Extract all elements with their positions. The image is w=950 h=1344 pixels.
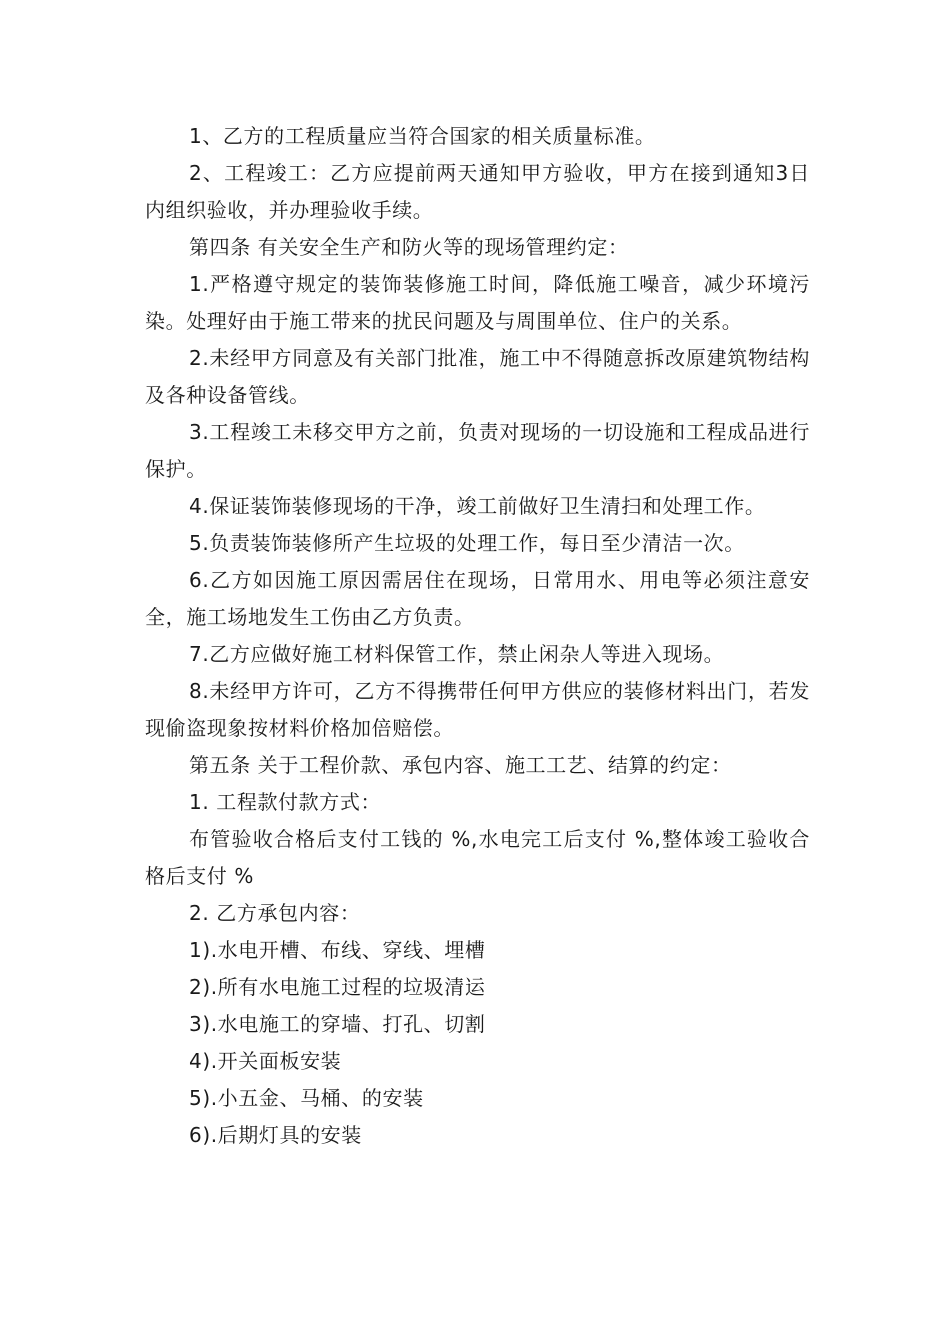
contract-scope-heading: 2. 乙方承包内容： [189,901,361,925]
article-4-item-3: 3.工程竣工未移交甲方之前，负责对现场的一切设施和工程成品进行保护。 [145,420,810,481]
scope-item-6: 6).后期灯具的安装 [189,1123,362,1147]
article-4-item-5: 5.负责装饰装修所产生垃圾的处理工作，每日至少清洁一次。 [189,531,745,555]
clause-quality-standard: 1、乙方的工程质量应当符合国家的相关质量标准。 [189,124,656,148]
article-4-item-2: 2.未经甲方同意及有关部门批准，施工中不得随意拆改原建筑物结构及各种设备管线。 [145,346,810,407]
scope-item-2: 2).所有水电施工过程的垃圾清运 [189,975,486,999]
document-body [145,118,810,1154]
scope-item-5: 5).小五金、马桶、的安装 [189,1086,424,1110]
article-4-heading: 第四条 有关安全生产和防火等的现场管理约定： [189,235,629,259]
article-4-item-6: 6.乙方如因施工原因需居住在现场，日常用水、用电等必须注意安全，施工场地发生工伤由乙方负责。 [145,568,810,629]
clause-completion-acceptance: 2、工程竣工：乙方应提前两天通知甲方验收，甲方在接到通知3日内组织验收，并办理验收手续。 [145,161,810,222]
article-4-item-4: 4.保证装饰装修现场的干净，竣工前做好卫生清扫和处理工作。 [189,494,766,518]
scope-item-3: 3).水电施工的穿墙、打孔、切割 [189,1012,486,1036]
scope-item-4: 4).开关面板安装 [189,1049,342,1073]
payment-method-text: 布管验收合格后支付工钱的 %,水电完工后支付 %,整体竣工验收合格后支付 % [145,827,810,888]
article-5-heading: 第五条 关于工程价款、承包内容、施工工艺、结算的约定： [189,753,732,777]
scope-item-1: 1).水电开槽、布线、穿线、埋槽 [189,938,486,962]
article-4-item-1: 1.严格遵守规定的装饰装修施工时间，降低施工噪音，减少环境污染。处理好由于施工带来的扰民问题及与周围单位、住户的关系。 [145,272,810,333]
article-4-item-8: 8.未经甲方许可，乙方不得携带任何甲方供应的装修材料出门，若发现偷盗现象按材料价格加倍赔偿。 [145,679,810,740]
article-4-item-7: 7.乙方应做好施工材料保管工作，禁止闲杂人等进入现场。 [189,642,725,666]
payment-method-heading: 1. 工程款付款方式： [189,790,382,814]
